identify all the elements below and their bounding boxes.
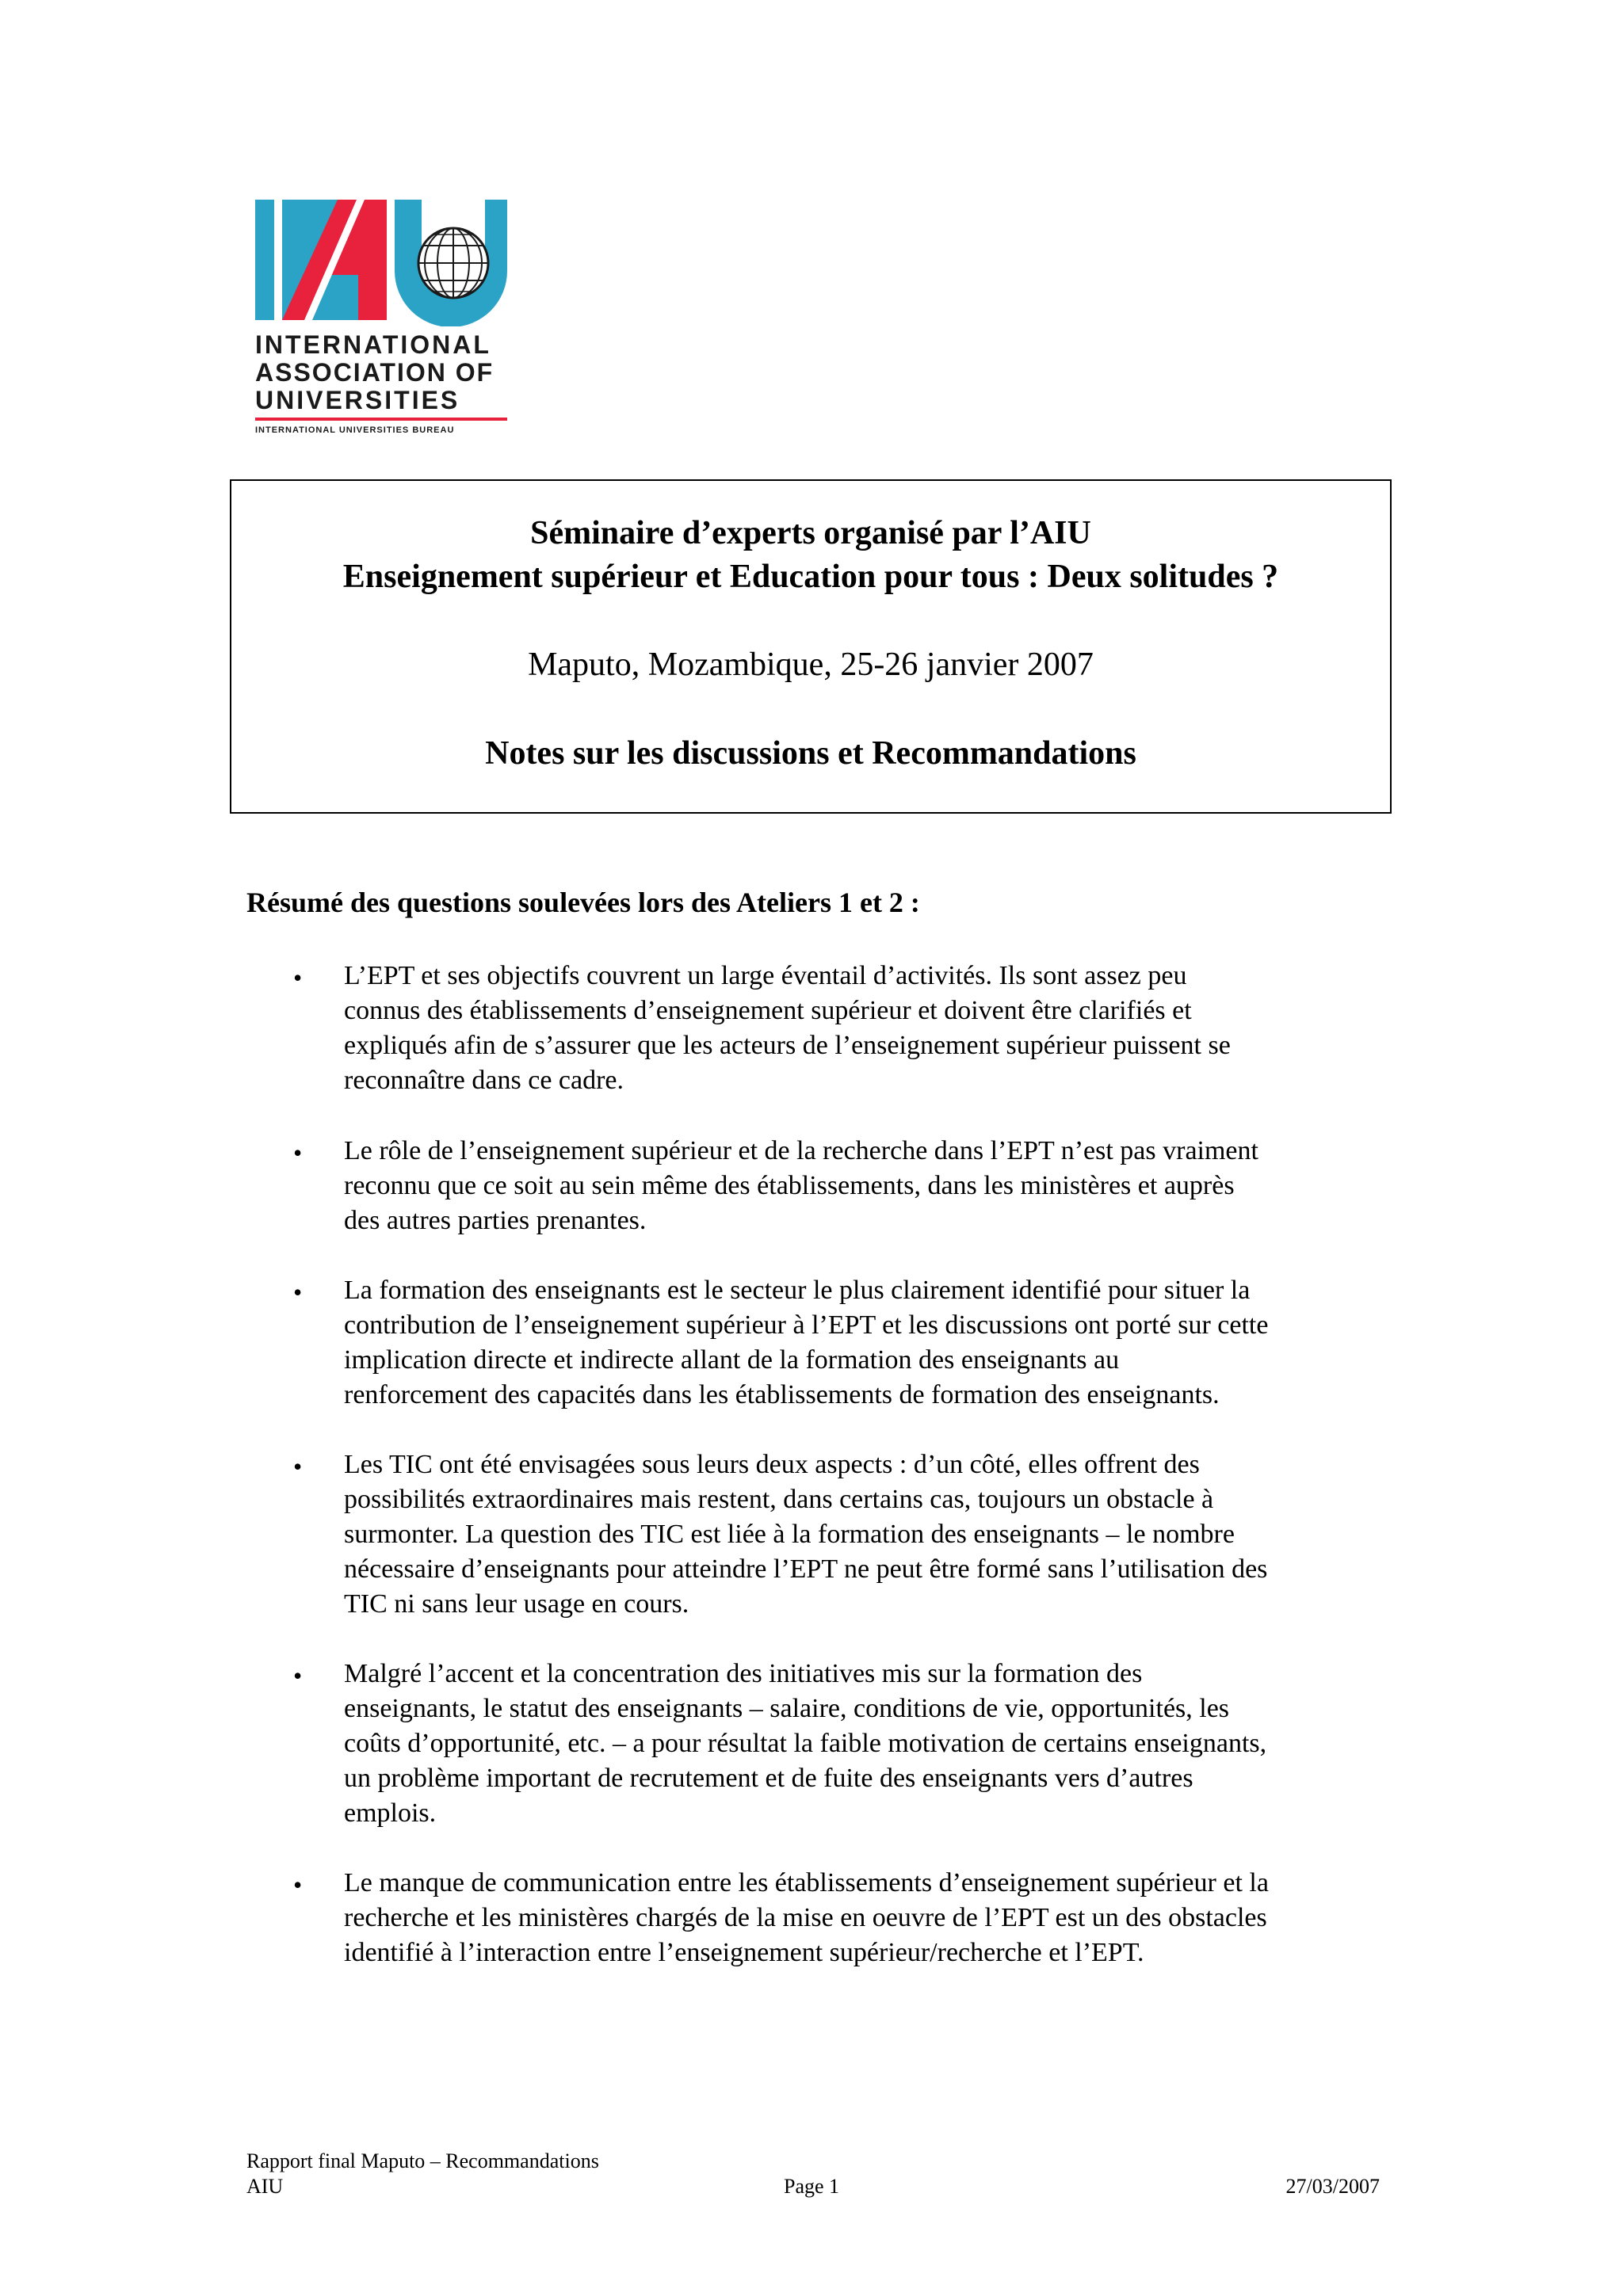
list-item-text: [344, 1273, 1374, 1413]
list-item-line: Le rôle de l’enseignement supérieur et de la recherche dans l’EPT n’est pas vraiment: [344, 1136, 1258, 1165]
list-item-line: recherche et les ministères chargés de la mise en oeuvre de l’EPT est un des obstacles: [344, 1903, 1267, 1932]
footer-organization: AIU: [246, 2175, 284, 2198]
list-item-text: [344, 1447, 1374, 1622]
list-item-line: Malgré l’accent et la concentration des initiatives mis sur la formation des: [344, 1659, 1143, 1688]
bullet-icon: •: [293, 1138, 303, 1167]
list-item-line: L’EPT et ses objectifs couvrent un large éventail d’activités. Ils sont assez peu: [344, 961, 1187, 990]
list-item-line: renforcement des capacités dans les établissements de formation des enseignants.: [344, 1380, 1220, 1409]
list-item-line: contribution de l’enseignement supérieur à l’EPT et les discussions ont porté sur cette: [344, 1310, 1269, 1340]
list-item-line: coûts d’opportunité, etc. – a pour résultat la faible motivation de certains enseignants,: [344, 1729, 1267, 1758]
list-item-line: surmonter. La question des TIC est liée à la formation des enseignants – le nombre: [344, 1520, 1235, 1549]
globe-icon: [418, 228, 488, 298]
logo-red-rule: [255, 418, 507, 421]
footer-date: 27/03/2007: [1285, 2175, 1380, 2198]
list-item-line: emplois.: [344, 1798, 437, 1828]
list-item-text: [344, 959, 1374, 1098]
list-item-line: enseignants, le statut des enseignants – salaire, conditions de vie, opportunités, les: [344, 1694, 1230, 1723]
footer-page-number: Page 1: [784, 2175, 840, 2198]
list-item-line: Les TIC ont été envisagées sous leurs deux aspects : d’un côté, elles offrent des: [344, 1450, 1200, 1479]
bullet-icon: •: [293, 1452, 303, 1481]
list-item-line: des autres parties prenantes.: [344, 1206, 647, 1235]
list-item-line: un problème important de recrutement et de fuite des enseignants vers d’autres: [344, 1764, 1193, 1793]
list-item-line: reconnu que ce soit au sein même des établissements, dans les ministères et auprès: [344, 1171, 1235, 1200]
title-line-2: Enseignement supérieur et Education pour tous : Deux solitudes ?: [342, 559, 1279, 595]
bullet-icon: •: [293, 1661, 303, 1690]
bullet-icon: •: [293, 963, 303, 992]
iau-logo-mark: [255, 200, 509, 326]
logo-text-line2: ASSOCIATION OF: [255, 358, 495, 387]
list-item-line: identifié à l’interaction entre l’enseignement supérieur/recherche et l’EPT.: [344, 1938, 1144, 1967]
logo-text-line1: INTERNATIONAL: [255, 330, 491, 359]
list-item-text: [344, 1657, 1374, 1831]
footer-report-title: Rapport final Maputo – Recommandations: [246, 2149, 599, 2172]
list-item-line: nécessaire d’enseignants pour atteindre l’EPT ne peut être formé sans l’utilisation des: [344, 1554, 1268, 1584]
list-item-line: expliqués afin de s’assurer que les acteurs de l’enseignement supérieur puissent se: [344, 1031, 1231, 1060]
list-item-line: TIC ni sans leur usage en cours.: [344, 1589, 689, 1619]
list-item-line: La formation des enseignants est le secteur le plus clairement identifié pour situer la: [344, 1276, 1251, 1305]
list-item-text: [344, 1134, 1374, 1238]
section-heading: Résumé des questions soulevées lors des Ateliers 1 et 2 :: [246, 887, 920, 918]
footer-row: [246, 2174, 1380, 2199]
list-item-line: connus des établissements d’enseignement supérieur et doivent être clarifiés et: [344, 996, 1192, 1025]
logo-letter-i: [255, 200, 274, 320]
title-location-date: Maputo, Mozambique, 25-26 janvier 2007: [528, 646, 1094, 683]
title-box: [230, 479, 1392, 814]
title-line-1: Séminaire d’experts organisé par l’AIU: [530, 515, 1091, 551]
title-subtitle: Notes sur les discussions et Recommandations: [485, 735, 1136, 772]
list-item-line: Le manque de communication entre les établissements d’enseignement supérieur et la: [344, 1868, 1269, 1897]
bullet-icon: •: [293, 1278, 303, 1306]
list-item-line: reconnaître dans ce cadre.: [344, 1066, 624, 1095]
iau-logo: [255, 200, 509, 437]
list-item-text: [344, 1866, 1374, 1970]
logo-text-line3: UNIVERSITIES: [255, 386, 460, 414]
list-item-line: possibilités extraordinaires mais restent, dans certains cas, toujours un obstacle à: [344, 1485, 1214, 1514]
list-item-line: implication directe et indirecte allant de la formation des enseignants au: [344, 1345, 1120, 1375]
bullet-icon: •: [293, 1871, 303, 1899]
logo-text-line4: INTERNATIONAL UNIVERSITIES BUREAU: [255, 425, 455, 435]
